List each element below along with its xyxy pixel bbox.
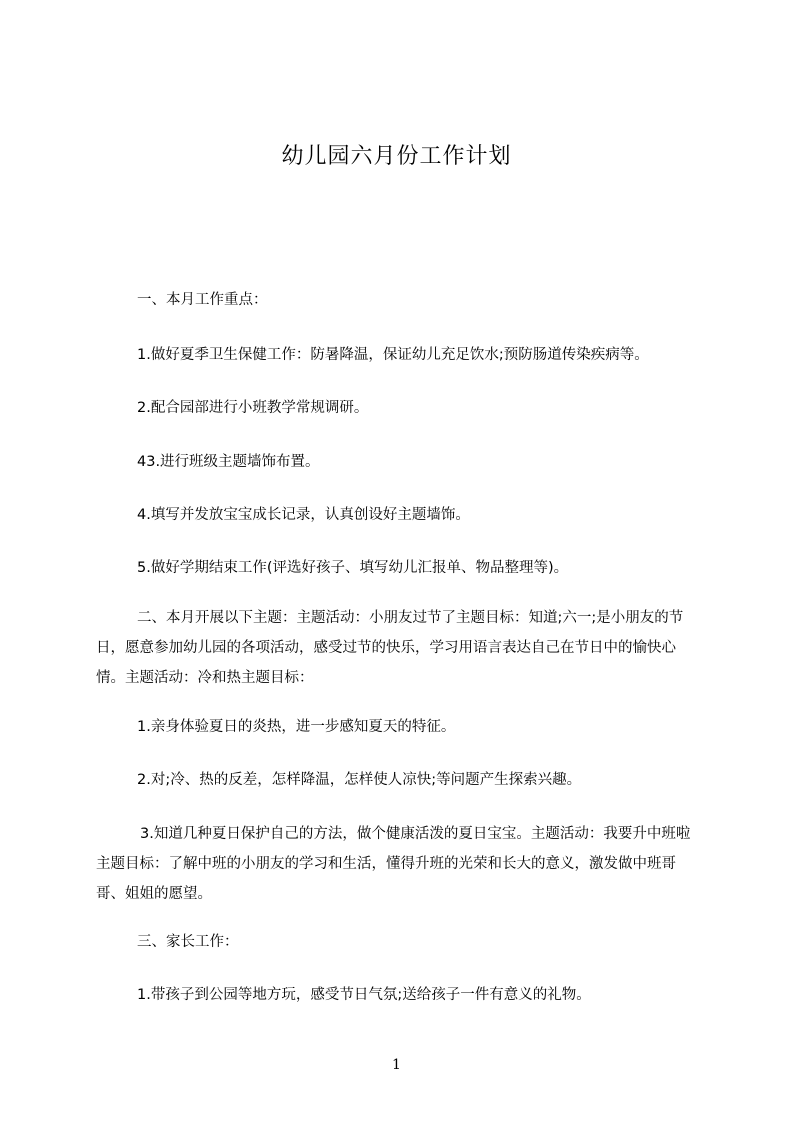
paragraph: 2.配合园部进行小班教学常规调研。	[137, 400, 369, 416]
paragraph: 1.亲身体验夏日的炎热，进一步感知夏天的特征。	[137, 719, 456, 735]
paragraph: 5.做好学期结束工作(评选好孩子、填写幼儿汇报单、物品整理等)。	[137, 560, 569, 576]
section-heading-2-paragraph: 二、本月开展以下主题：主题活动：小朋友过节了主题目标：知道;六一;是小朋友的节日，愿意参加幼儿园的各项活动，感受过节的快乐，学习用语言表达自己在节日中的愉快心情。主题活动：冷和热主题目标：	[96, 610, 684, 686]
page-number: 1	[392, 1057, 401, 1073]
page-title: 幼儿园六月份工作计划	[281, 144, 512, 169]
paragraph: 2.对;冷、热的反差，怎样降温，怎样使人凉快;等问题产生探索兴趣。	[137, 772, 582, 788]
paragraph: 1.带孩子到公园等地方玩，感受节日气氛;送给孩子一件有意义的礼物。	[137, 987, 591, 1003]
paragraph: 43.进行班级主题墙饰布置。	[137, 454, 320, 470]
paragraph: 1.做好夏季卫生保健工作：防暑降温，保证幼儿充足饮水;预防肠道传染疾病等。	[137, 347, 649, 363]
paragraph: 4.填写并发放宝宝成长记录，认真创设好主题墙饰。	[137, 507, 470, 523]
section-heading-1: 一、本月工作重点：	[137, 292, 268, 308]
section-heading-3: 三、家长工作：	[137, 934, 239, 950]
paragraph: 3.知道几种夏日保护自己的方法，做个健康活泼的夏日宝宝。主题活动：我要升中班啦主题目标：了解中班的小朋友的学习和生活，懂得升班的光荣和长大的意义，激发做中班哥哥、姐姐的愿望。	[96, 826, 691, 902]
